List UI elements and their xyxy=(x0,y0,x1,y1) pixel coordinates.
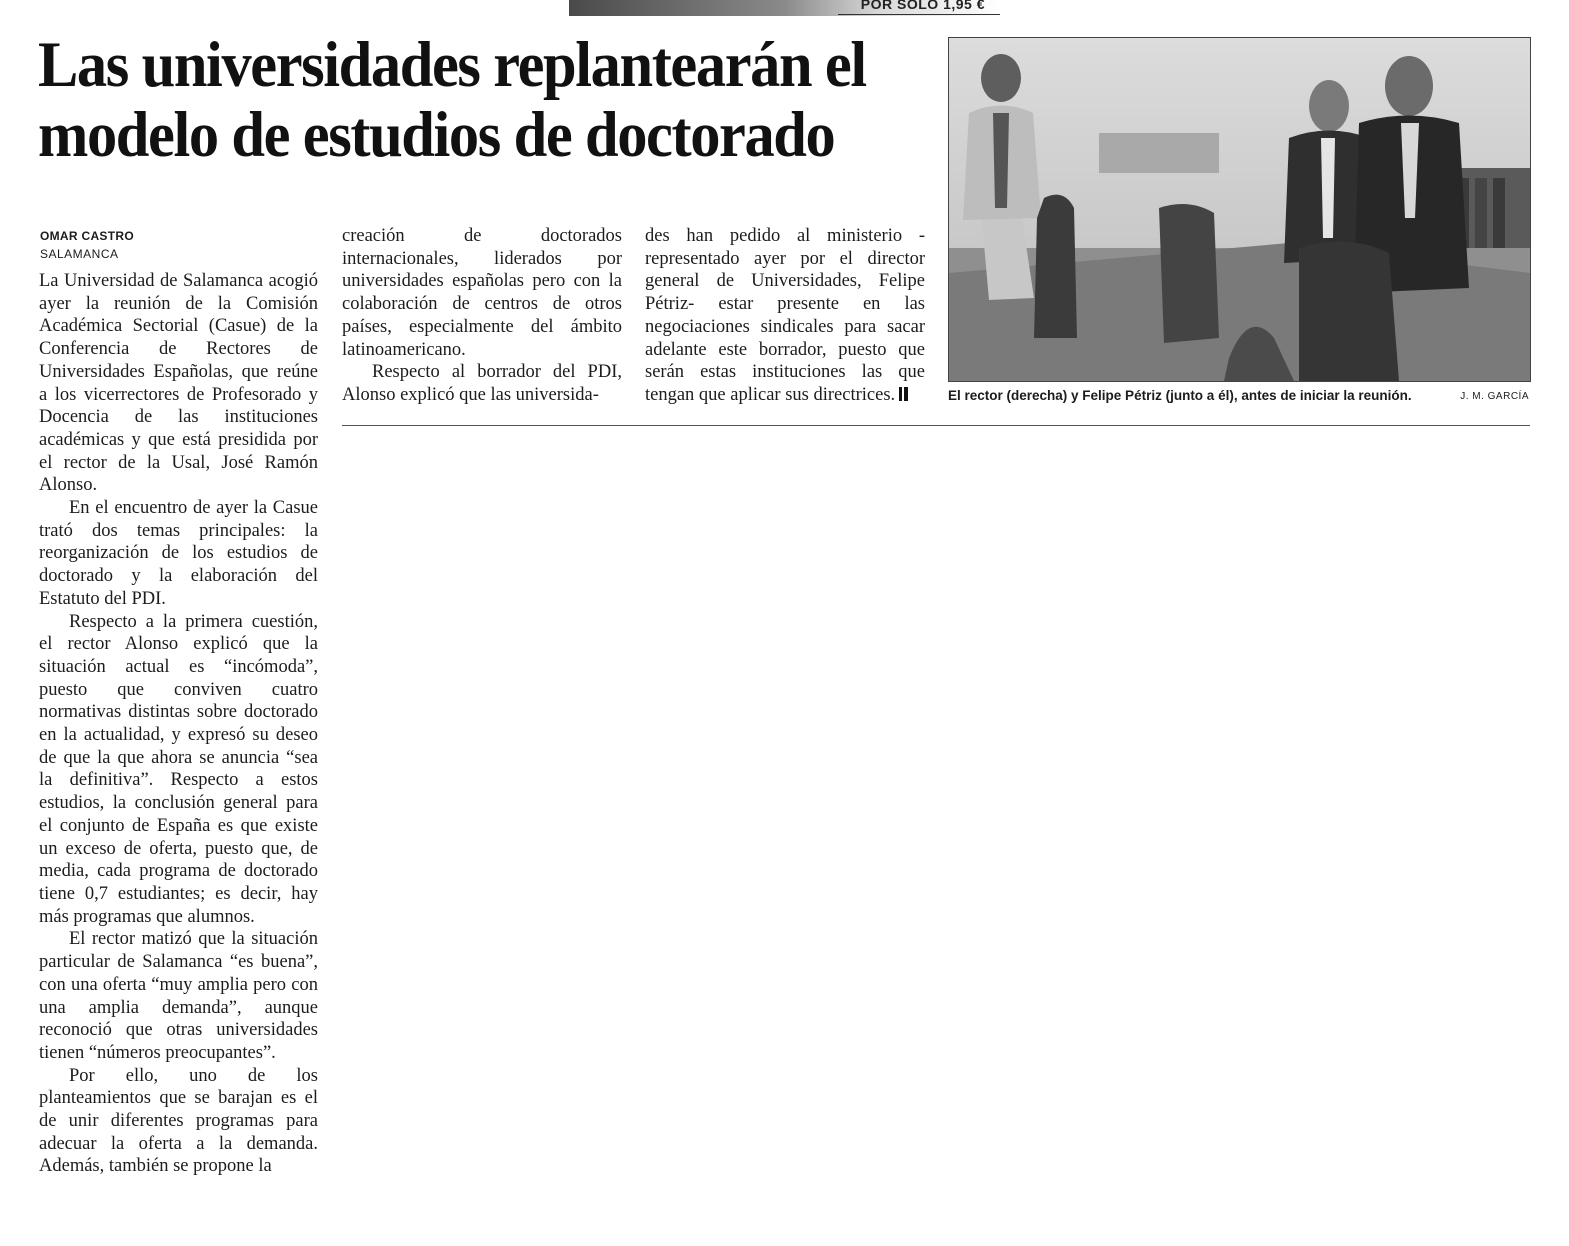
promo-text: POR SOLO 1,95 € xyxy=(860,0,985,12)
photo-caption: El rector (derecha) y Felipe Pétriz (junto a él), antes de iniciar la reunión. xyxy=(948,388,1412,403)
photo-credit: J. M. GARCÍA xyxy=(1460,391,1529,402)
section-divider xyxy=(342,425,1530,426)
article-column-3 xyxy=(645,225,925,407)
paragraph: En el encuentro de ayer la Casue trató dos temas principales: la reorganización de los estudios de doctorado y la elaboración del Estatuto del PDI. xyxy=(39,498,318,609)
paragraph: El rector matizó que la situación particular de Salamanca “es buena”, con una oferta “muy amplia pero con una amplia demanda”, aunque reconoció que otras universidades tienen “números preocupantes”. xyxy=(39,929,318,1063)
byline-author: OMAR CASTRO xyxy=(40,229,134,243)
meeting-photo-illustration xyxy=(949,38,1530,381)
paragraph-text: des han pedido al ministerio -representado ayer por el director general de Universidades, Felipe Pétriz- estar presente en las negociaciones sindicales para sacar adelante este borrador, puesto que serán estas instituciones las que tengan que aplicar sus directrices. xyxy=(645,226,925,405)
promo-underline xyxy=(838,14,1000,15)
end-mark-icon xyxy=(899,387,908,401)
paragraph: Por ello, uno de los planteamientos que se barajan es el de unir diferentes programas para adecuar la oferta a la demanda. Además, también se propone la xyxy=(39,1065,318,1177)
news-photo xyxy=(948,37,1531,382)
paragraph xyxy=(645,225,925,407)
headline: Las universidades replantearán el modelo de estudios de doctorado xyxy=(38,29,866,171)
article-column-1 xyxy=(39,270,318,1178)
paragraph: La Universidad de Salamanca acogió ayer la reunión de la Comisión Académica Sectorial (Casue) de la Conferencia de Rectores de Universidades Españolas, que reúne a los vicerrectores de Profesorado y Docencia de las instituciones académicas y que está presidida por el rector de la Usal, José Ramón Alonso. xyxy=(39,271,318,496)
paragraph: Respecto al borrador del PDI, Alonso explicó que las universida- xyxy=(342,362,622,405)
article-column-2 xyxy=(342,225,622,407)
byline-location: SALAMANCA xyxy=(40,247,119,261)
paragraph: Respecto a la primera cuestión, el rector Alonso explicó que la situación actual es “incómoda”, puesto que conviven cuatro normativas distintas sobre doctorado en la actualidad, y expresó su deseo de que la que ahora se anuncia “sea la definitiva”. Respecto a estos estudios, la conclusión general para el conjunto de España es que existe un exceso de oferta, puesto que, de media, cada programa de doctorado tiene 0,7 estudiantes; es decir, hay más programas que alumnos. xyxy=(39,611,318,927)
paragraph: creación de doctorados internacionales, liderados por universidades españolas pero con la colaboración de centros de otros países, especialmente del ámbito latinoamericano. xyxy=(342,226,622,360)
